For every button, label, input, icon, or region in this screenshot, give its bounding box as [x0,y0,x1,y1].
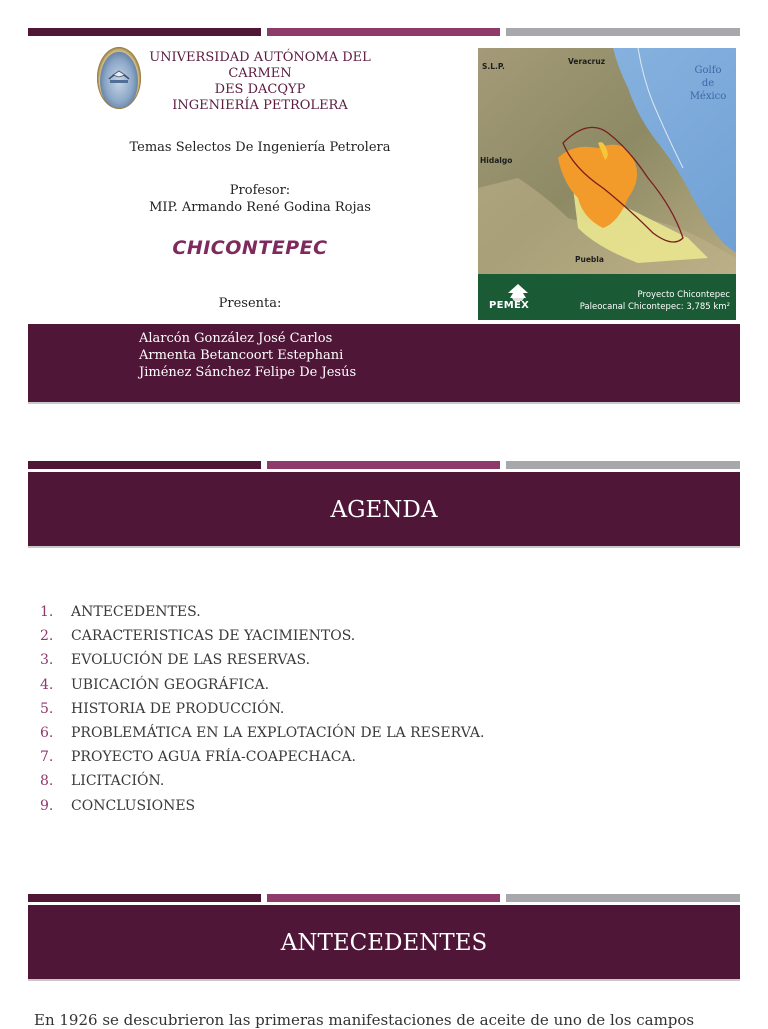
presenta-label: Presenta: [218,296,282,311]
agenda-item-text: HISTORIA DE PRODUCCIÓN. [71,700,285,717]
map-label-veracruz: Veracruz [568,57,606,66]
university-line: UNIVERSIDAD AUTÓNOMA DEL [149,50,371,65]
pemex-brand: PEMEX [489,300,530,311]
map-footer [478,274,736,320]
gulf-line: Golfo [694,65,722,76]
slide3-top-stripes [28,894,740,902]
authors-list [139,330,356,381]
author-name: Armenta Betancoort Estephani [139,348,344,363]
agenda-title: AGENDA [28,472,740,548]
agenda-item-number: 5. [40,700,54,717]
agenda-item-text: LICITACIÓN. [71,773,165,790]
agenda-item [40,769,484,793]
map-label-hidalgo: Hidalgo [480,156,513,165]
agenda-item-text: PROBLEMÁTICA EN LA EXPLOTACIÓN DE LA RESERVA. [71,724,485,741]
gulf-line: México [689,91,727,102]
stripe-dark [28,461,261,469]
slide1-top-stripes [28,28,740,36]
agenda-item-text: CARACTERISTICAS DE YACIMIENTOS. [71,628,356,645]
stripe-dark [28,28,261,36]
author-name: Jiménez Sánchez Felipe De Jesús [139,365,357,380]
agenda-item-text: CONCLUSIONES [71,797,196,814]
stripe-gray [506,461,740,469]
agenda-item-number: 3. [40,652,54,669]
agenda-item-text: ANTECEDENTES. [71,604,201,620]
agenda-item-text: UBICACIÓN GEOGRÁFICA. [71,676,270,693]
chicontepec-map [478,48,736,320]
map-label-slp: S.L.P. [482,62,505,71]
pemex-eagle-icon [488,281,548,317]
agenda-item [40,697,484,721]
agenda-item-number: 7. [40,749,54,766]
agenda-item-number: 6. [40,724,54,741]
stripe-accent [267,28,500,36]
course-name: Temas Selectos De Ingeniería Petrolera [129,140,391,155]
author-name: Alarcón González José Carlos [139,331,333,346]
agenda-item-number: 2. [40,628,54,645]
stripe-dark [28,894,261,902]
authors-band [28,324,740,404]
agenda-item [40,794,484,818]
agenda-item [40,624,484,648]
slide2-top-stripes [28,461,740,469]
agenda-item [40,721,484,745]
project-name: Proyecto Chicontepec [637,290,730,300]
project-area: Paleocanal Chicontepec: 3,785 km² [579,302,730,312]
agenda-item-text: PROYECTO AGUA FRÍA-COAPECHACA. [71,749,356,766]
agenda-item-text: EVOLUCIÓN DE LAS RESERVAS. [71,652,311,669]
map-label-gulf [683,64,733,103]
presentation-title: CHICONTEPEC [172,237,328,259]
agenda-item [40,673,484,697]
university-line: CARMEN [228,66,292,81]
agenda-list [40,600,484,818]
stripe-gray [506,28,740,36]
gulf-line: de [701,78,715,89]
university-heading [100,50,420,114]
agenda-item-number: 9. [40,797,54,814]
agenda-item [40,745,484,769]
map-label-puebla: Puebla [575,255,604,264]
antecedentes-body: En 1926 se descubrieron las primeras manifestaciones de aceite de uno de los campos [34,1011,695,1029]
agenda-item [40,600,484,624]
stripe-accent [267,894,500,902]
university-line: DES DACQYP [214,82,306,97]
university-line: INGENIERÍA PETROLERA [172,98,348,113]
agenda-item-number: 8. [40,773,54,790]
stripe-gray [506,894,740,902]
professor-label: Profesor: [229,183,291,198]
agenda-item [40,648,484,672]
professor-name: MIP. Armando René Godina Rojas [149,200,371,215]
agenda-item-number: 1. [40,604,54,620]
antecedentes-title: ANTECEDENTES [28,905,740,981]
agenda-item-number: 4. [40,676,54,693]
stripe-accent [267,461,500,469]
